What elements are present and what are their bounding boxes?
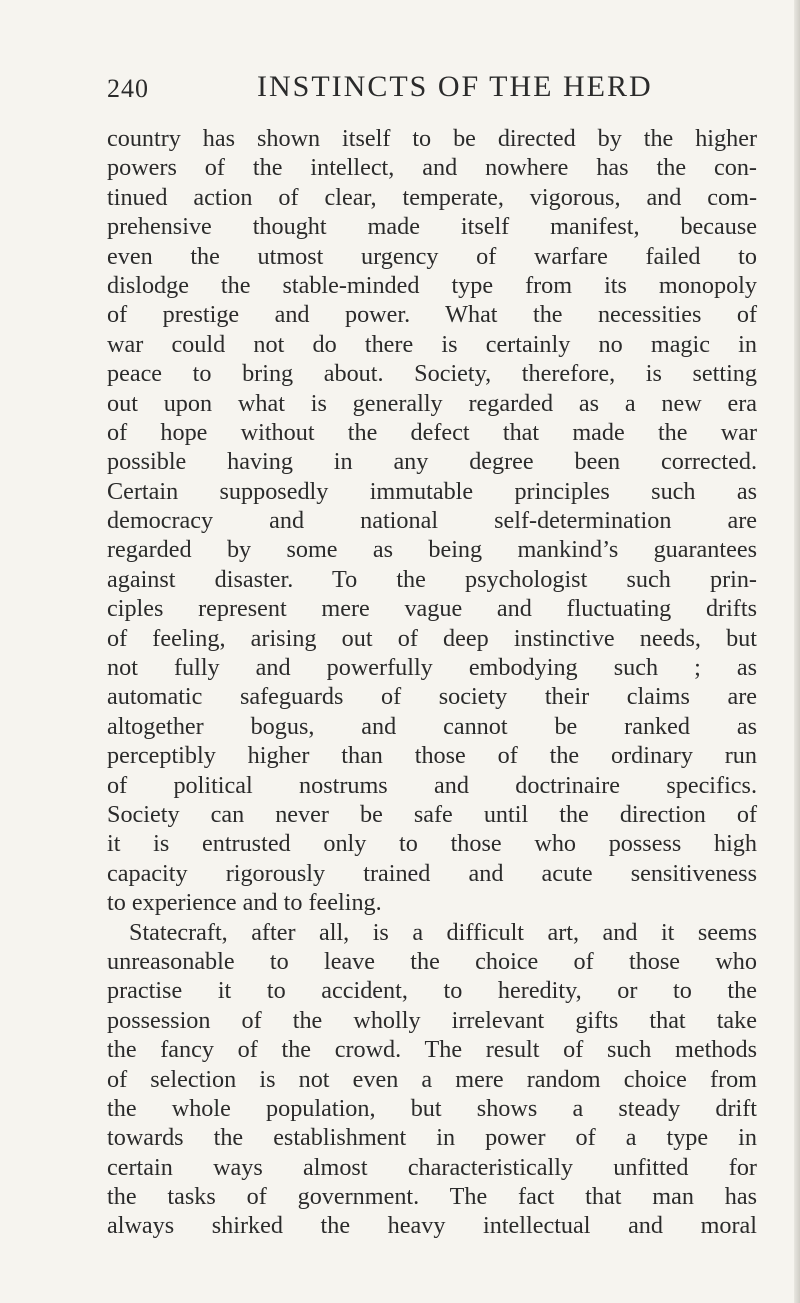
text-line: of hope without the defect that made the war — [107, 418, 757, 446]
text-line: prehensive thought made itself manifest, because — [107, 213, 757, 241]
text-line: powers of the intellect, and nowhere has the con- — [107, 154, 757, 182]
text-line: democracy and national self-determination are — [107, 507, 757, 535]
text-line: possible having in any degree been corrected. — [107, 448, 757, 476]
text-line: not fully and powerfully embodying such ; as — [107, 654, 757, 682]
text-line: altogether bogus, and cannot be ranked as — [107, 712, 757, 740]
text-line: always shirked the heavy intellectual and moral — [107, 1212, 757, 1240]
text-line: Society can never be safe until the direction of — [107, 800, 757, 828]
text-line: of political nostrums and doctrinaire specifics. — [107, 771, 757, 799]
text-line: of feeling, arising out of deep instinctive needs, but — [107, 624, 757, 652]
text-line: tinued action of clear, temperate, vigorous, and com- — [107, 183, 757, 211]
page-edge-shadow — [794, 0, 800, 1303]
text-line: even the utmost urgency of warfare failed to — [107, 242, 757, 270]
text-line: unreasonable to leave the choice of those who — [107, 947, 757, 975]
running-head: INSTINCTS OF THE HERD — [257, 70, 653, 103]
text-line: of prestige and power. What the necessities of — [107, 301, 757, 329]
text-line: towards the establishment in power of a type in — [107, 1124, 757, 1152]
text-line: practise it to accident, to heredity, or to the — [107, 977, 757, 1005]
text-line: of selection is not even a mere random choice from — [107, 1065, 757, 1093]
text-line: peace to bring about. Society, therefore, is setting — [107, 360, 757, 388]
text-line: certain ways almost characteristically unfitted for — [107, 1153, 757, 1181]
text-line: out upon what is generally regarded as a new era — [107, 389, 757, 417]
text-line: ciples represent mere vague and fluctuating drifts — [107, 595, 757, 623]
body-text — [107, 124, 757, 1241]
text-line: Certain supposedly immutable principles such as — [107, 477, 757, 505]
page-header — [107, 70, 757, 110]
text-line: capacity rigorously trained and acute sensitiveness — [107, 859, 757, 887]
text-line: the tasks of government. The fact that man has — [107, 1183, 757, 1211]
text-line: war could not do there is certainly no magic in — [107, 330, 757, 358]
text-line: regarded by some as being mankind’s guarantees — [107, 536, 757, 564]
text-line: to experience and to feeling. — [107, 889, 382, 917]
text-line: against disaster. To the psychologist such prin- — [107, 565, 757, 593]
text-line: it is entrusted only to those who possess high — [107, 830, 757, 858]
text-line: Statecraft, after all, is a difficult art, and it seems — [129, 918, 757, 946]
text-line: possession of the wholly irrelevant gifts that take — [107, 1006, 757, 1034]
page-number: 240 — [107, 74, 149, 103]
text-line: automatic safeguards of society their claims are — [107, 683, 757, 711]
text-line: perceptibly higher than those of the ordinary run — [107, 742, 757, 770]
text-line: the whole population, but shows a steady drift — [107, 1094, 757, 1122]
text-line: country has shown itself to be directed by the higher — [107, 125, 757, 152]
text-line: the fancy of the crowd. The result of such methods — [107, 1036, 757, 1064]
text-line: dislodge the stable-minded type from its monopoly — [107, 271, 757, 299]
